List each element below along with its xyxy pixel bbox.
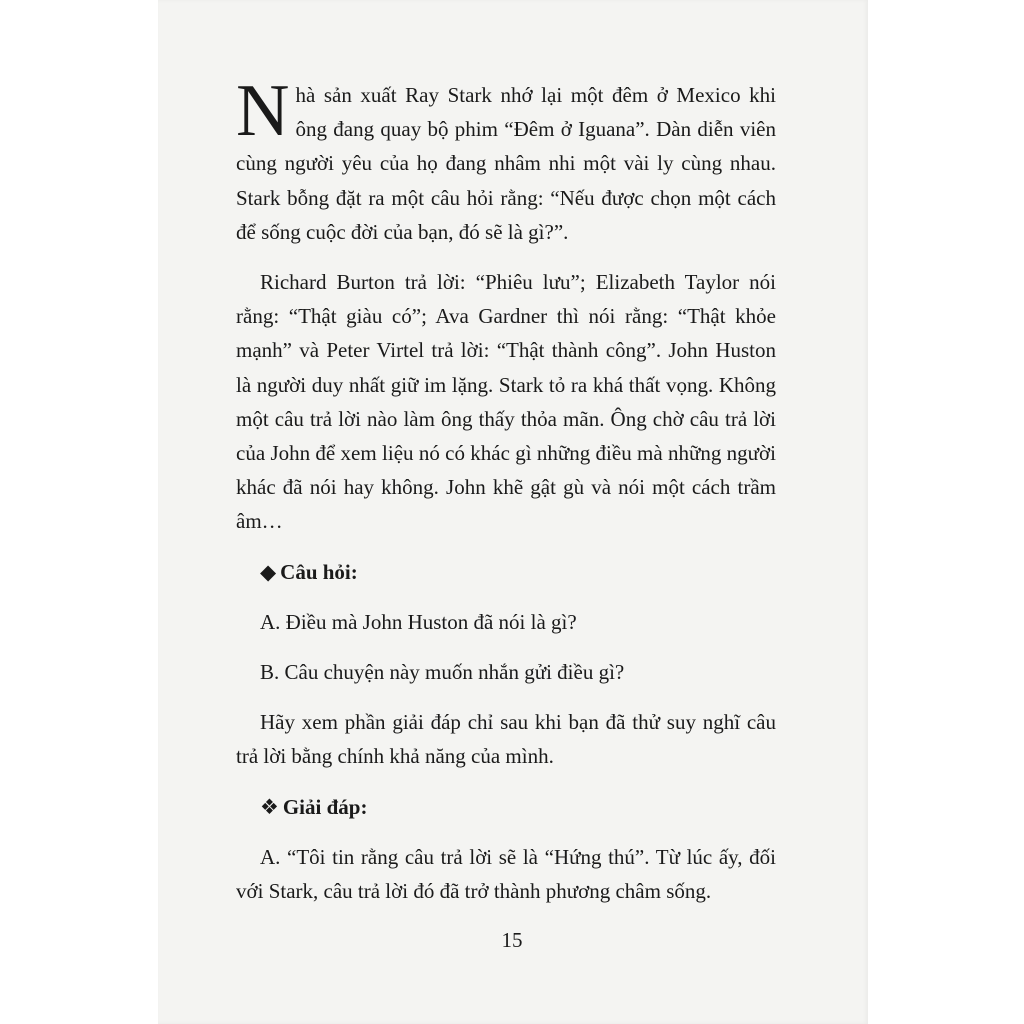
question-a: A. Điều mà John Huston đã nói là gì? bbox=[260, 609, 577, 634]
story-intro-text: hà sản xuất Ray Stark nhớ lại một đêm ở Mexico khi ông đang quay bộ phim “Đêm ở Iguana”. Dàn diễn viên cùng người yêu của họ đang nhâm nhi một vài ly cùng nhau. Stark bỗng đặt ra một câu hỏi rằng: “Nếu được chọn một cách để sống cuộc đời của bạn, đó sẽ là gì?”. bbox=[236, 83, 776, 244]
answers-heading bbox=[236, 790, 776, 824]
instruction-text: Hãy xem phần giải đáp chỉ sau khi bạn đã thử suy nghĩ câu trả lời bằng chính khả năng của mình. bbox=[236, 710, 776, 769]
page-text bbox=[236, 70, 776, 908]
answers-heading-label: Giải đáp: bbox=[282, 794, 368, 819]
questions-heading bbox=[236, 555, 776, 589]
ornament-bullet-icon: ❖ bbox=[260, 794, 279, 819]
story-paragraph-2: Richard Burton trả lời: “Phiêu lưu”; Elizabeth Taylor nói rằng: “Thật giàu có”; Ava Gardner thì nói rằng: “Thật khỏe mạnh” và Peter Virtel trả lời: “Thật thành công”. John Huston là người duy nhất giữ im lặng. Stark tỏ ra khá thất vọng. Không một câu trả lời nào làm ông thấy thỏa mãn. Ông chờ câu trả lời của John để xem liệu nó có khác gì những điều mà những người khác đã nói hay không. John khẽ gật gù và nói một cách trầm âm… bbox=[236, 270, 776, 534]
page-number: 15 bbox=[501, 928, 523, 952]
questions-heading-label: Câu hỏi: bbox=[280, 559, 358, 584]
question-b: B. Câu chuyện này muốn nhắn gửi điều gì? bbox=[260, 660, 625, 685]
story-intro-paragraph bbox=[236, 70, 776, 249]
drop-cap-letter: N bbox=[236, 70, 290, 152]
diamond-bullet-icon: ◆ bbox=[260, 559, 277, 584]
answer-a: A. “Tôi tin rằng câu trả lời sẽ là “Hứng thú”. Từ lúc ấy, đối với Stark, câu trả lời đó đã trở thành phương châm sống. bbox=[236, 844, 776, 904]
